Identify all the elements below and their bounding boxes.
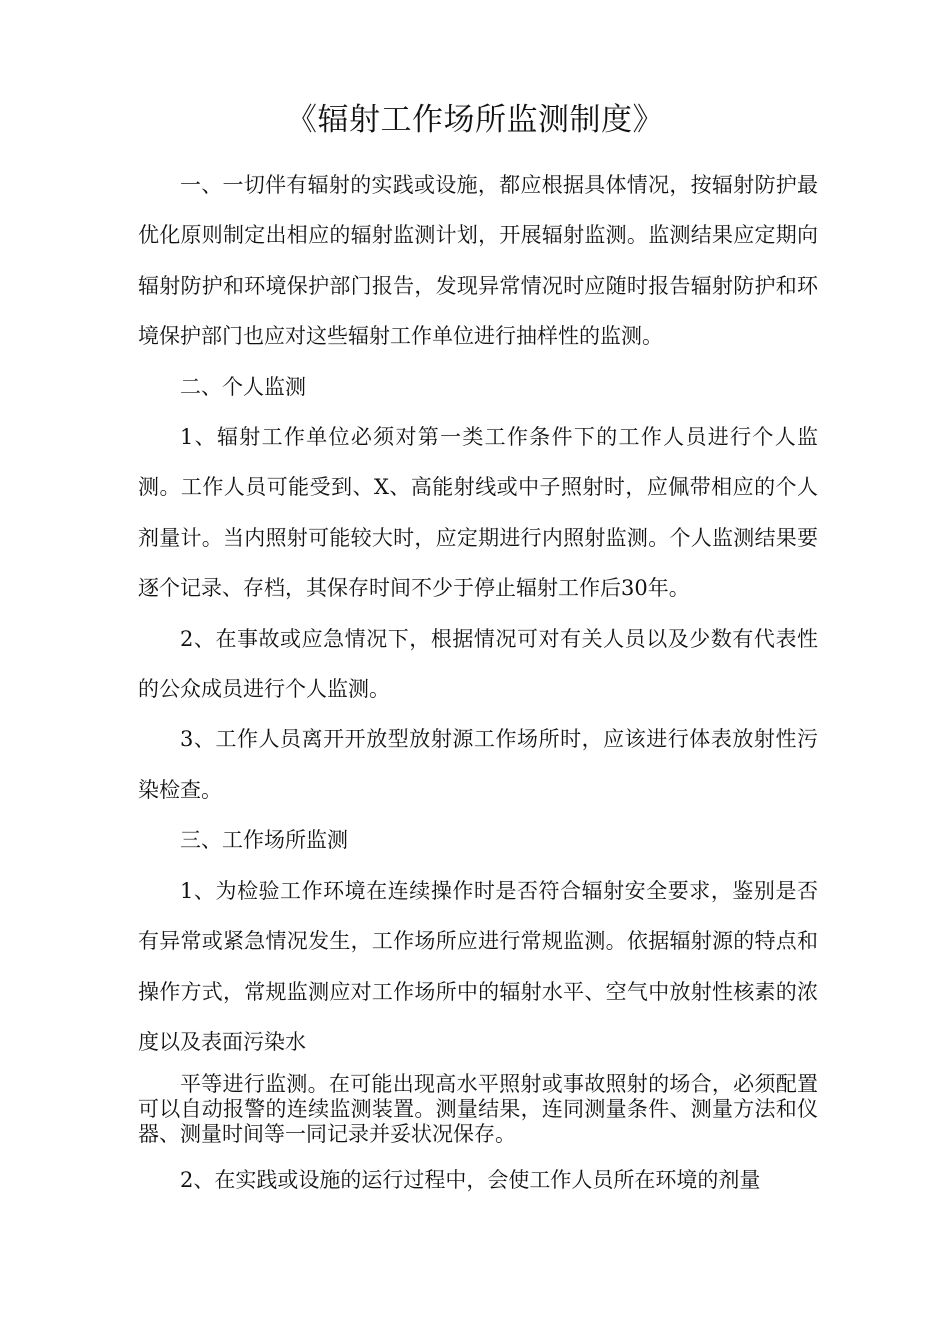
document-continuation-block [138, 1072, 818, 1147]
paragraph-personal-monitoring-3: 3、工作人员离开开放型放射源工作场所时，应该进行体表放射性污染检查。 [138, 727, 818, 802]
paragraph-general-principle: 一、一切伴有辐射的实践或设施，都应根据具体情况，按辐射防护最优化原则制定出相应的辐射监测计划，开展辐射监测。监测结果应定期向辐射防护和环境保护部门报告，发现异常情况时应随时报告辐射防护和环境保护部门也应对这些辐射工作单位进行抽样性的监测。 [138, 173, 818, 349]
section-heading-workplace-monitoring: 三、工作场所监测 [180, 828, 348, 853]
document-continuation-block-2 [138, 1168, 818, 1193]
document-body [138, 160, 818, 1067]
paragraph-personal-monitoring-1: 1、辐射工作单位必须对第一类工作条件下的工作人员进行个人监测。工作人员可能受到、X、高能射线或中子照射时，应佩带相应的个人剂量计。当内照射可能较大时，应定期进行内照射监测。个人监测结果要逐个记录、存档，其保存时间不少于停止辐射工作后30年。 [138, 425, 818, 601]
paragraph-personal-monitoring-2: 2、在事故或应急情况下，根据情况可对有关人员以及少数有代表性的公众成员进行个人监测。 [138, 626, 818, 702]
paragraph-workplace-monitoring-1-continued: 平等进行监测。在可能出现高水平照射或事故照射的场合，必须配置可以自动报警的连续监测装置。测量结果，连同测量条件、测量方法和仪器、测量时间等一同记录并妥状况保存。 [138, 1072, 818, 1146]
paragraph-workplace-monitoring-2: 2、在实践或设施的运行过程中，会使工作人员所在环境的剂量 [180, 1168, 761, 1192]
paragraph-workplace-monitoring-1: 1、为检验工作环境在连续操作时是否符合辐射安全要求，鉴别是否有异常或紧急情况发生，工作场所应进行常规监测。依据辐射源的特点和操作方式，常规监测应对工作场所中的辐射水平、空气中放射性核素的浓度以及表面污染水 [138, 878, 818, 1054]
section-heading-personal-monitoring: 二、个人监测 [180, 374, 306, 399]
document-title: 《辐射工作场所监测制度》 [286, 102, 664, 138]
